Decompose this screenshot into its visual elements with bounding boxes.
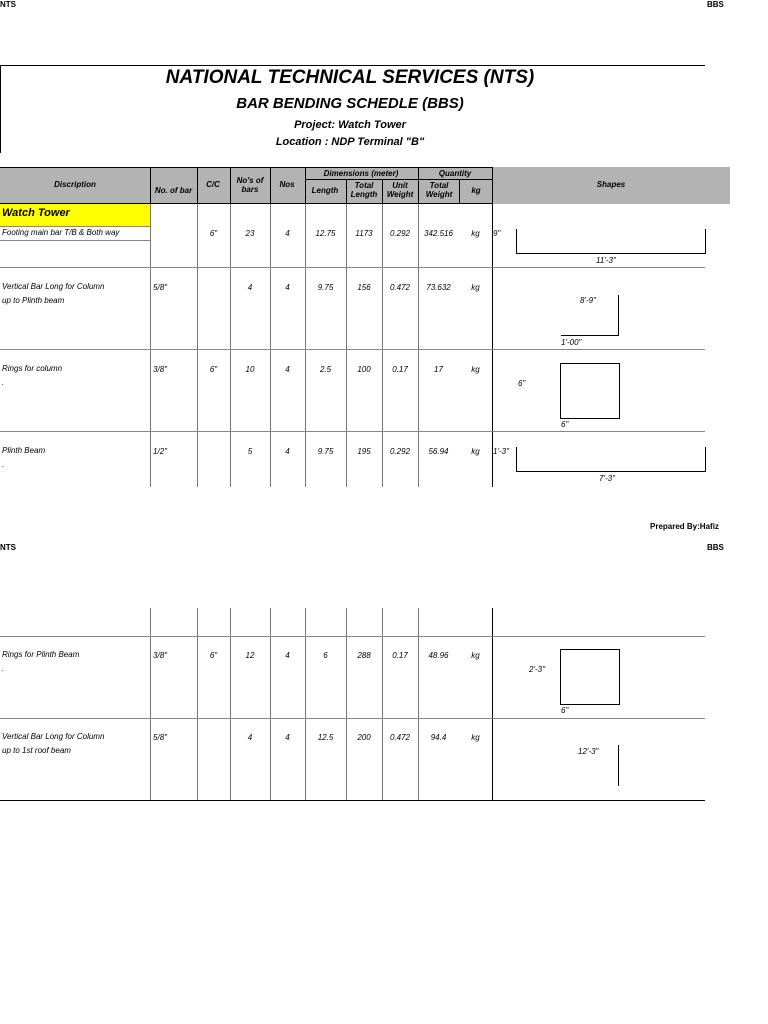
grid-line (270, 167, 271, 204)
row-nos: 4 (285, 447, 290, 456)
row-total-length: 200 (357, 733, 371, 742)
grid-line (305, 167, 306, 204)
ring-shape (560, 649, 620, 705)
grid-line (305, 204, 306, 487)
page-header-left: NTS (0, 543, 16, 552)
row-line (0, 718, 705, 719)
row-line (0, 431, 705, 432)
row-nos-of-bars: 4 (247, 733, 253, 742)
grid-line (382, 179, 383, 204)
row-total-weight: 17 (434, 365, 443, 374)
grid-line (418, 167, 419, 204)
row-length: 12.75 (315, 229, 336, 238)
grid-line (270, 204, 271, 487)
row-bar-size: 1/2" (153, 447, 167, 456)
row-description: Footing main bar T/B & Both way (2, 228, 120, 237)
row-nos-of-bars: 23 (245, 229, 255, 238)
company-title: NATIONAL TECHNICAL SERVICES (NTS) (165, 67, 535, 88)
row-unit-weight: 0.292 (389, 229, 411, 238)
shape-dimension: 2'-3" (529, 665, 545, 674)
row-unit: kg (471, 733, 480, 742)
row-total-length: 1173 (355, 229, 373, 238)
shape-dimension: 8'-9" (580, 296, 596, 305)
row-nos-of-bars: 10 (245, 365, 255, 374)
project-name: Project: Watch Tower (294, 119, 406, 131)
grid-line (382, 204, 383, 487)
grid-line (346, 179, 347, 204)
row-unit-weight: 0.17 (392, 651, 408, 660)
row-description: Vertical Bar Long for Column (2, 732, 105, 741)
row-description-line2: up to Plinth beam (2, 296, 65, 305)
row-unit-weight: 0.472 (389, 283, 411, 292)
row-length: 12.5 (317, 733, 334, 742)
row-line (0, 267, 705, 268)
row-description: Rings for Plinth Beam (2, 650, 80, 659)
row-description-line2: . (2, 664, 5, 673)
col-nos-of-bars: No's of bars (236, 176, 264, 194)
col-no-of-bar: No. of bar (154, 186, 193, 195)
straight-bar-shape (618, 745, 619, 786)
col-total-weight: Total Weight (425, 181, 453, 199)
row-nos: 4 (285, 229, 290, 238)
prepared-by: Prepared By:Hafiz (650, 522, 719, 531)
row-total-length: 288 (357, 651, 371, 660)
row-description-line2: . (2, 460, 5, 469)
row-unit-weight: 0.292 (389, 447, 411, 456)
row-unit: kg (471, 283, 480, 292)
col-cc: C/C (206, 180, 220, 189)
section-title: Watch Tower (2, 207, 70, 219)
col-shapes: Shapes (596, 180, 626, 189)
shape-dimension: 6" (561, 706, 569, 715)
column-bar-shape (561, 295, 619, 336)
row-unit: kg (471, 229, 480, 238)
row-nos-of-bars: 4 (247, 283, 253, 292)
shape-dimension: 1'-00" (561, 338, 582, 347)
row-bar-size: 3/8" (153, 365, 167, 374)
row-total-length: 100 (357, 365, 371, 374)
row-cc: 6" (209, 651, 218, 660)
shape-dimension: 6" (518, 379, 526, 388)
grid-line (150, 204, 151, 487)
header-group-divider (305, 179, 492, 180)
row-length: 9.75 (317, 447, 334, 456)
shape-dimension: 7'-3" (599, 474, 615, 483)
row-description: Vertical Bar Long for Column (2, 282, 105, 291)
row-line (0, 240, 150, 241)
page-header-right: BBS (707, 543, 724, 552)
row-total-length: 195 (357, 447, 371, 456)
row-bar-size: 5/8" (153, 283, 167, 292)
row-nos-of-bars: 5 (247, 447, 253, 456)
row-unit: kg (471, 651, 480, 660)
row-line (0, 349, 705, 350)
row-bar-size: 5/8" (153, 733, 167, 742)
col-description: Discription (54, 180, 96, 189)
row-nos: 4 (285, 651, 290, 660)
col-length: Length (311, 186, 339, 195)
row-length: 2.5 (319, 365, 332, 374)
shape-dimension: 11'-3" (596, 256, 616, 265)
shape-dimension: 12'-3" (578, 747, 599, 756)
row-description-line2: up to 1st roof beam (2, 746, 71, 755)
row-nos-of-bars: 12 (245, 651, 255, 660)
row-total-weight: 48.96 (428, 651, 449, 660)
row-cc: 6" (209, 365, 218, 374)
grid-line (230, 167, 231, 204)
row-nos: 4 (285, 283, 290, 292)
row-description: Rings for column (2, 364, 63, 373)
col-unit-weight: Unit Weight (386, 181, 414, 199)
row-unit-weight: 0.17 (392, 365, 408, 374)
grid-line (197, 204, 198, 487)
row-description: Plinth Beam (2, 446, 46, 455)
grid-line (492, 204, 493, 487)
row-bar-size: 3/8" (153, 651, 167, 660)
row-description-line2: . (2, 378, 5, 387)
row-line (0, 800, 705, 801)
row-cc: 6" (209, 229, 218, 238)
row-line (0, 636, 705, 637)
col-dimensions: Dimensions (meter) (323, 169, 399, 178)
document-title: BAR BENDING SCHEDLE (BBS) (236, 95, 464, 112)
grid-line (197, 167, 198, 204)
row-unit: kg (471, 365, 480, 374)
row-total-weight: 73.632 (426, 283, 451, 292)
row-length: 9.75 (317, 283, 334, 292)
row-total-length: 156 (357, 283, 371, 292)
shape-dimension: 6" (561, 420, 569, 429)
grid-line (230, 204, 231, 487)
col-quantity: Quantity (438, 169, 472, 178)
ring-shape (560, 363, 620, 419)
col-total-length: Total Length (350, 181, 378, 199)
col-kg: kg (471, 186, 481, 195)
shape-dimension: 1'-3" (493, 447, 509, 456)
page-header-right: BBS (707, 0, 724, 9)
grid-line (459, 179, 460, 204)
row-nos: 4 (285, 365, 290, 374)
footing-bar-shape (516, 229, 706, 254)
grid-line (346, 204, 347, 487)
row-length: 6 (323, 651, 328, 660)
project-location: Location : NDP Terminal "B" (275, 136, 425, 148)
row-unit: kg (471, 447, 480, 456)
row-total-weight: 94.4 (430, 733, 447, 742)
page-header-left: NTS (0, 0, 16, 9)
shape-dimension: 9" (493, 229, 501, 238)
row-unit-weight: 0.472 (389, 733, 411, 742)
row-total-weight: 342.516 (424, 229, 453, 238)
grid-line (418, 204, 419, 487)
grid-line (492, 167, 493, 204)
row-nos: 4 (285, 733, 290, 742)
row-total-weight: 56.94 (428, 447, 449, 456)
grid-line (150, 167, 151, 204)
col-nos: Nos (279, 180, 295, 189)
plinth-beam-shape (516, 447, 706, 472)
title-top-border (0, 65, 705, 66)
